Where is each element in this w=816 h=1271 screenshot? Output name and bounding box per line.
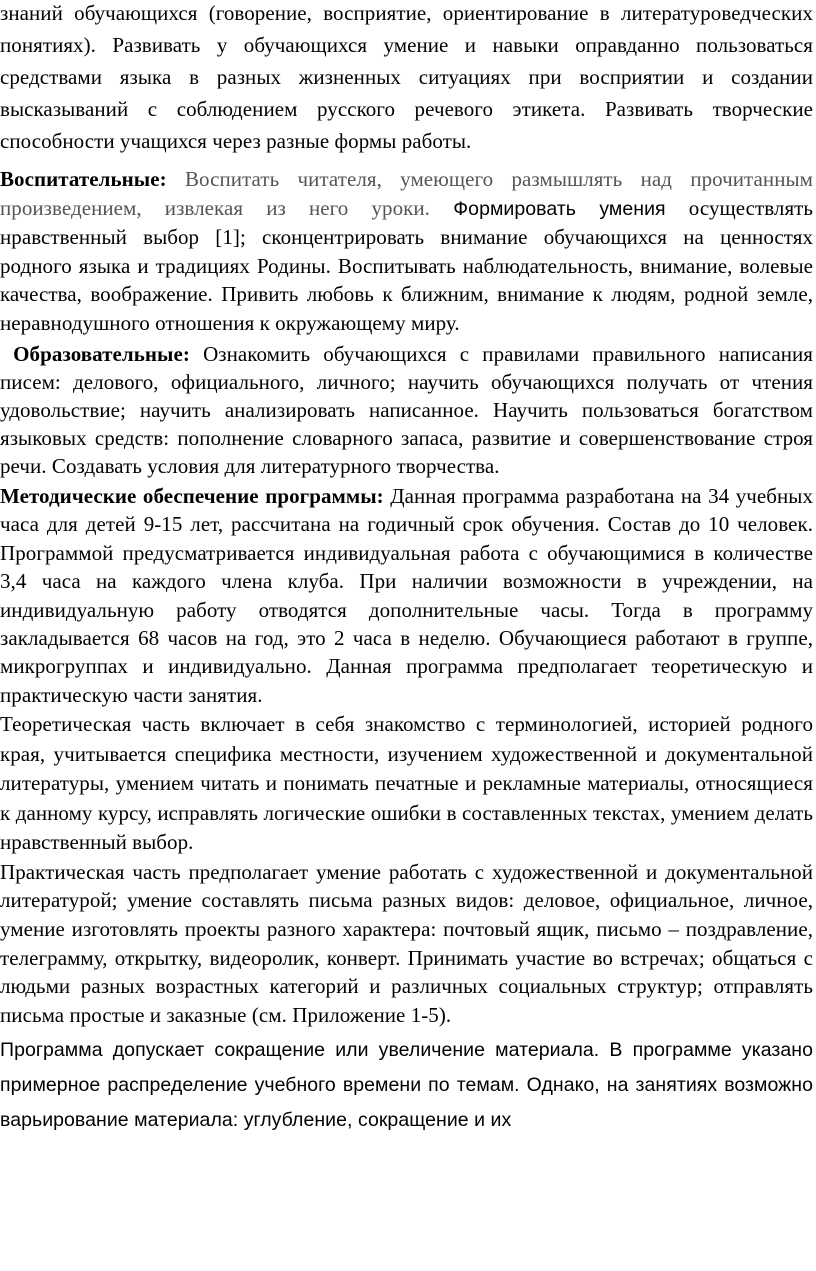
section-label-upbringing: Воспитательные: bbox=[0, 167, 167, 191]
paragraph-text: Данная программа разработана на 34 учебных часа для детей 9-15 лет, рассчитана на годичный срок обучения. Состав до 10 человек. Программой предусматривается индивидуальная работа с обучающимися в количестве 3,4 часа на каждого члена клуба. При наличии возможности в учреждении, на индивидуальную работу отводятся дополнительные часы. Тогда в программу закладывается 68 часов на год, это 2 часа в неделю. Обучающиеся работают в группе, микрогруппах и индивидуально. Данная программа предполагает теоретическую и практическую части занятия. bbox=[0, 484, 813, 707]
paragraph-theoretical-part bbox=[0, 710, 813, 858]
paragraph-program-flexibility bbox=[0, 1033, 813, 1138]
paragraph-text: осуществлять нравственный выбор [1]; сконцентрировать внимание обучающихся на ценностях родного языка и традициях Родины. Воспитывать наблюдательность, внимание, волевые качества, воображение. Привить любовь к ближним, внимание к людям, родной земле, неравнодушного отношения к окружающему миру. bbox=[0, 195, 814, 335]
paragraph-upbringing-goals bbox=[0, 165, 813, 337]
paragraph-text: Ознакомить обучающихся с правилами правильного написания писем: делового, официального, личного; научить обучающихся получать от чтения удовольствие; научить анализировать написанное. Научить пользоваться богатством языковых средств: пополнение словарного запаса, развитие и совершенствование строя речи. Создавать условия для литературного творчества. bbox=[0, 342, 813, 478]
paragraph-text: Практическая часть предполагает умение работать с художественной и документальной литературой; умение составлять письма разных видов: деловое, официальное, личное, умение изготовлять проекты разного характера: почтовый ящик, письмо – поздравление, телеграмму, открытку, видеоролик, конверт. Принимать участие во встречах; общаться с людьми разных возрастных категорий и различных социальных структур; отправлять письма простые и заказные (см. Приложение 1-5). bbox=[0, 859, 813, 1027]
paragraph-text-grey: Воспитать читателя, умеющего размышлять над прочитанным произведением, извлекая из него уроки. bbox=[0, 167, 813, 220]
paragraph-text: знаний обучающихся (говорение, восприятие, ориентирование в литературоведческих понятиях). Развивать у обучающихся умение и навыки оправданно пользоваться средствами языка в разных жизненных ситуациях при восприятии и создании высказываний с соблюдением русского речевого этикета. Развивать творческие способности учащихся через разные формы работы. bbox=[0, 1, 813, 153]
paragraph-text: Теоретическая часть включает в себя знакомство с терминологией, историей родного края, учитывается специфика местности, изучением художественной и документальной литературы, умением читать и понимать печатные и рекламные материалы, относящиеся к данному курсу, исправлять логические ошибки в составленных текстах, умением делать нравственный выбор. bbox=[0, 712, 813, 855]
section-label-educational: Образовательные: bbox=[13, 342, 190, 366]
paragraph-goals-continuation bbox=[0, 0, 813, 157]
paragraph-text-sans: Формировать умения bbox=[429, 197, 666, 220]
paragraph-methodical-support bbox=[0, 482, 813, 709]
paragraph-practical-part bbox=[0, 858, 813, 1030]
paragraph-educational-goals bbox=[0, 340, 813, 480]
section-label-methodical: Методические обеспечение программы: bbox=[0, 484, 384, 508]
paragraph-text: Программа допускает сокращение или увеличение материала. В программе указано примерное распределение учебного времени по темам. Однако, на занятиях возможно варьирование материала: углубление, сокращение и их bbox=[0, 1039, 813, 1132]
